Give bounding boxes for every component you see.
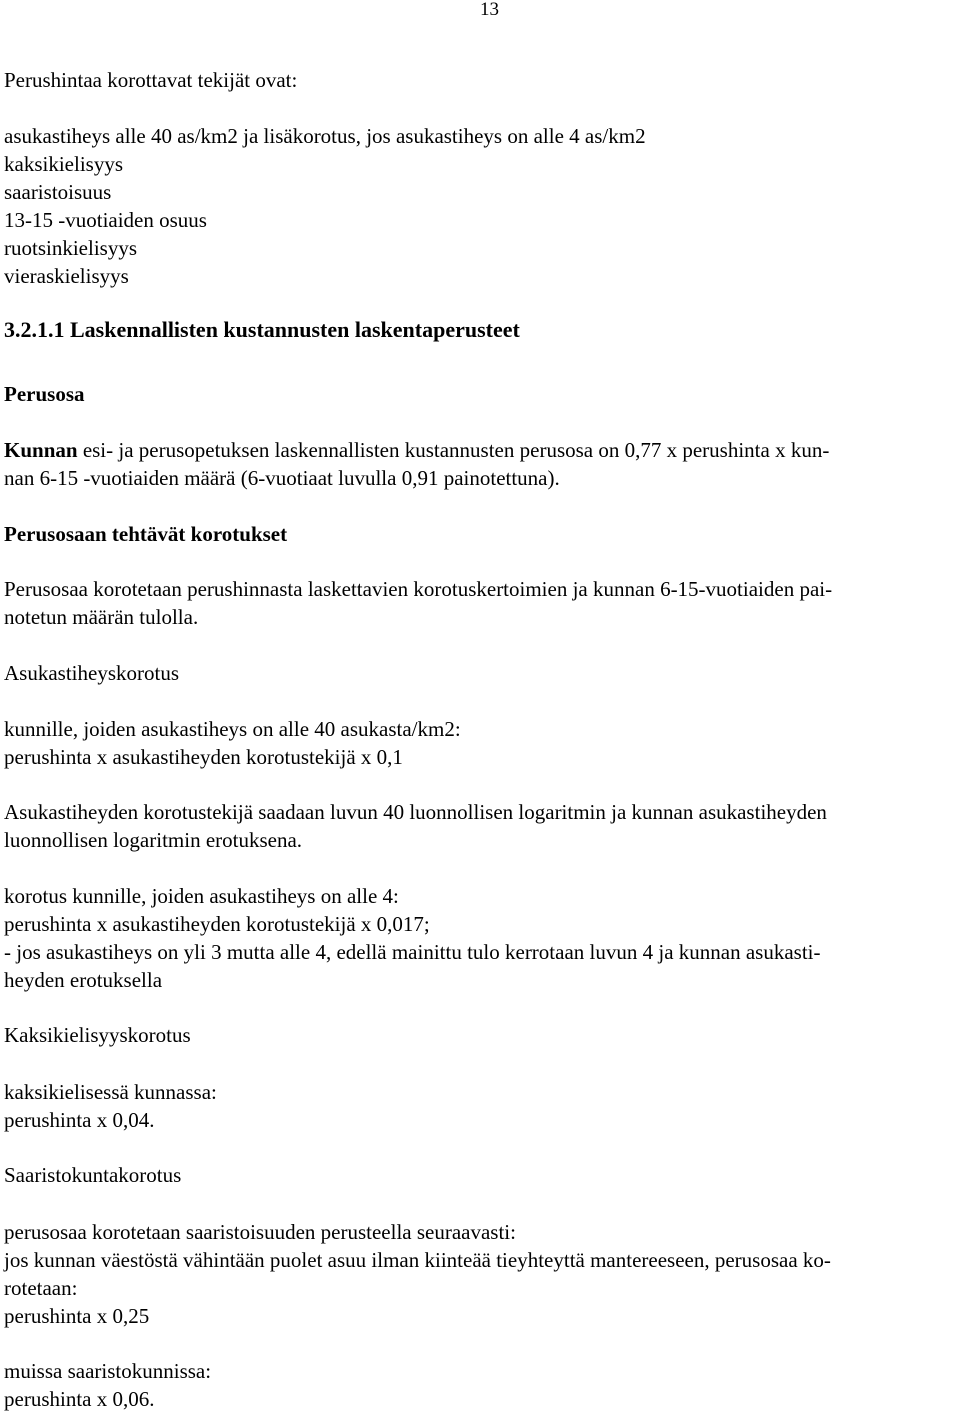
asukastiheys-extra-2: perushinta x asukastiheyden korotustekijä x 0,017;	[4, 912, 430, 936]
factor-item: kaksikielisyys	[4, 152, 123, 176]
intro-label: Perushintaa korottavat tekijät ovat:	[4, 68, 298, 92]
perusosa-line-1-text: esi- ja perusopetuksen laskennallisten kustannusten perusosa on 0,77 x perushinta x kun-	[77, 438, 830, 462]
perusosa-title: Perusosa	[4, 382, 85, 406]
kaksikielisyys-title: Kaksikielisyyskorotus	[4, 1023, 191, 1047]
perusosa-line-1	[4, 436, 829, 464]
page-number: 13	[480, 0, 499, 20]
factor-item: ruotsinkielisyys	[4, 236, 138, 260]
saaristo-line-3: rotetaan:	[4, 1276, 78, 1300]
saaristo-title: Saaristokuntakorotus	[4, 1163, 182, 1187]
saaristo-line-2: jos kunnan väestöstä vähintään puolet asuu ilman kiinteää tieyhteyttä mantereeseen, perusosaa ko-	[4, 1248, 831, 1272]
asukastiheys-extra-4: heyden erotuksella	[4, 968, 163, 992]
saaristo-line-4: perushinta x 0,25	[4, 1304, 150, 1328]
asukastiheys-extra-1: korotus kunnille, joiden asukastiheys on alle 4:	[4, 884, 399, 908]
asukastiheys-explain-1: Asukastiheyden korotustekijä saadaan luvun 40 luonnollisen logaritmin ja kunnan asukastiheyden	[4, 800, 827, 824]
kaksikielisyys-line-1: kaksikielisessä kunnassa:	[4, 1080, 217, 1104]
kaksikielisyys-line-2: perushinta x 0,04.	[4, 1108, 155, 1132]
asukastiheys-title: Asukastiheyskorotus	[4, 661, 179, 685]
korotukset-line-1: Perusosaa korotetaan perushinnasta laskettavien korotuskertoimien ja kunnan 6-15-vuotiaiden pai-	[4, 577, 833, 601]
saaristo-line-1: perusosaa korotetaan saaristoisuuden perusteella seuraavasti:	[4, 1220, 516, 1244]
factor-item: 13-15 -vuotiaiden osuus	[4, 208, 207, 232]
perusosa-lead: Kunnan	[4, 438, 78, 462]
saaristo-line-5: muissa saaristokunnissa:	[4, 1359, 212, 1383]
asukastiheys-rule-1: kunnille, joiden asukastiheys on alle 40 asukasta/km2:	[4, 717, 461, 741]
factor-item: saaristoisuus	[4, 180, 112, 204]
section-title: 3.2.1.1 Laskennallisten kustannusten laskentaperusteet	[4, 317, 520, 342]
korotukset-line-2: notetun määrän tulolla.	[4, 605, 199, 629]
asukastiheys-extra-3: - jos asukastiheys on yli 3 mutta alle 4, edellä mainittu tulo kerrotaan luvun 4 ja kunnan asukasti-	[4, 940, 821, 964]
saaristo-line-6: perushinta x 0,06.	[4, 1387, 155, 1411]
korotukset-title: Perusosaan tehtävät korotukset	[4, 522, 288, 546]
asukastiheys-rule-2: perushinta x asukastiheyden korotustekijä x 0,1	[4, 745, 403, 769]
factor-item: vieraskielisyys	[4, 264, 129, 288]
asukastiheys-explain-2: luonnollisen logaritmin erotuksena.	[4, 828, 303, 852]
perusosa-line-2: nan 6-15 -vuotiaiden määrä (6-vuotiaat luvulla 0,91 painotettuna).	[4, 466, 560, 490]
factor-item: asukastiheys alle 40 as/km2 ja lisäkorotus, jos asukastiheys on alle 4 as/km2	[4, 124, 646, 148]
